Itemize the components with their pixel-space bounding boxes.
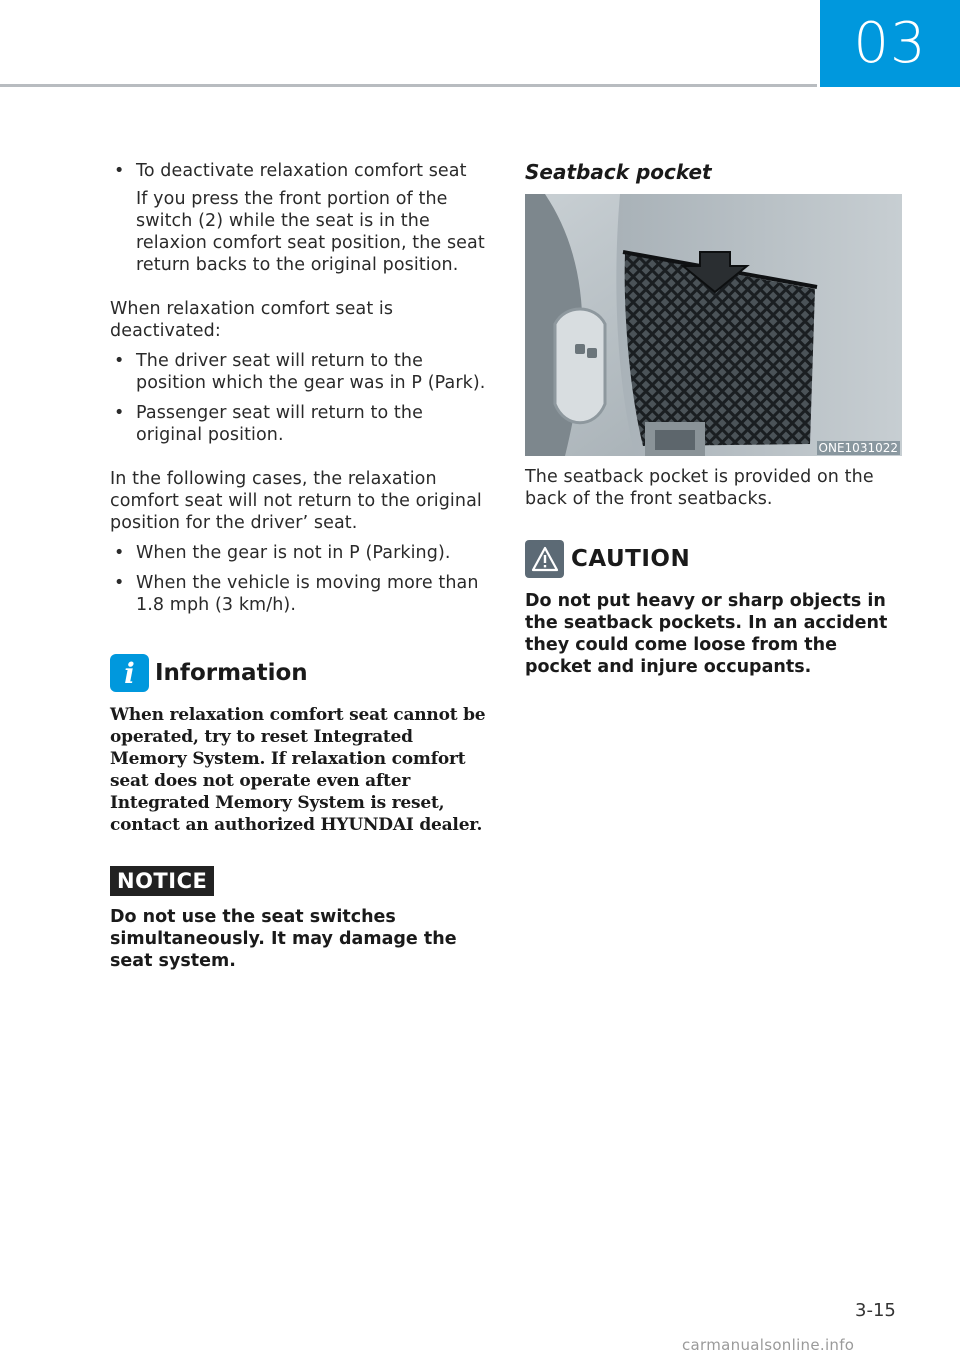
caution-body: Do not put heavy or sharp objects in the seatback pockets. In an accident they could come loose from the pocket and injure occupants. xyxy=(525,591,888,677)
information-title: Information xyxy=(155,660,308,686)
bullet-deactivate: • To deactivate relaxation comfort seat xyxy=(110,160,490,182)
when-deactivated-text: When relaxation comfort seat is deactivated: xyxy=(110,299,394,341)
list-item: • When the vehicle is moving more than 1.8 mph (3 km/h). xyxy=(110,572,490,616)
notice-body: Do not use the seat switches simultaneously. It may damage the seat system. xyxy=(110,907,457,971)
seatback-description: The seatback pocket is provided on the back of the front seatbacks. xyxy=(525,467,874,509)
photo-code: ONE1031022 xyxy=(818,441,898,455)
list-item: • The driver seat will return to the position which the gear was in P (Park). xyxy=(110,350,490,394)
watermark: carmanualsonline.info xyxy=(682,1336,855,1354)
caution-header xyxy=(525,540,905,578)
seatback-pocket-photo xyxy=(525,194,902,456)
following-cases-text: In the following cases, the relaxation comfort seat will not return to the original position for the driver’ seat. xyxy=(110,469,482,533)
list-item: • When the gear is not in P (Parking). xyxy=(110,542,490,564)
notice-badge: NOTICE xyxy=(110,866,214,896)
page-number: 3-15 xyxy=(855,1300,896,1321)
right-column xyxy=(525,160,905,678)
chapter-tab: 03 xyxy=(820,0,960,87)
information-body: When relaxation comfort seat cannot be operated, try to reset Integrated Memory System. If relaxation comfort seat does not operate even after Integrated Memory System is reset, contact an authorized HYUNDAI dealer. xyxy=(110,705,486,835)
deactivate-description: If you press the front portion of the switch (2) while the seat is in the relaxion comfort seat position, the seat return backs to the original position. xyxy=(136,189,485,275)
warning-triangle-icon xyxy=(525,540,564,578)
information-header xyxy=(110,654,490,692)
header-rule xyxy=(0,84,817,87)
information-icon: i xyxy=(110,654,149,692)
list-item: • Passenger seat will return to the original position. xyxy=(110,402,490,446)
left-column xyxy=(110,160,490,972)
caution-title: CAUTION xyxy=(571,546,691,572)
section-title: Seatback pocket xyxy=(525,160,712,184)
